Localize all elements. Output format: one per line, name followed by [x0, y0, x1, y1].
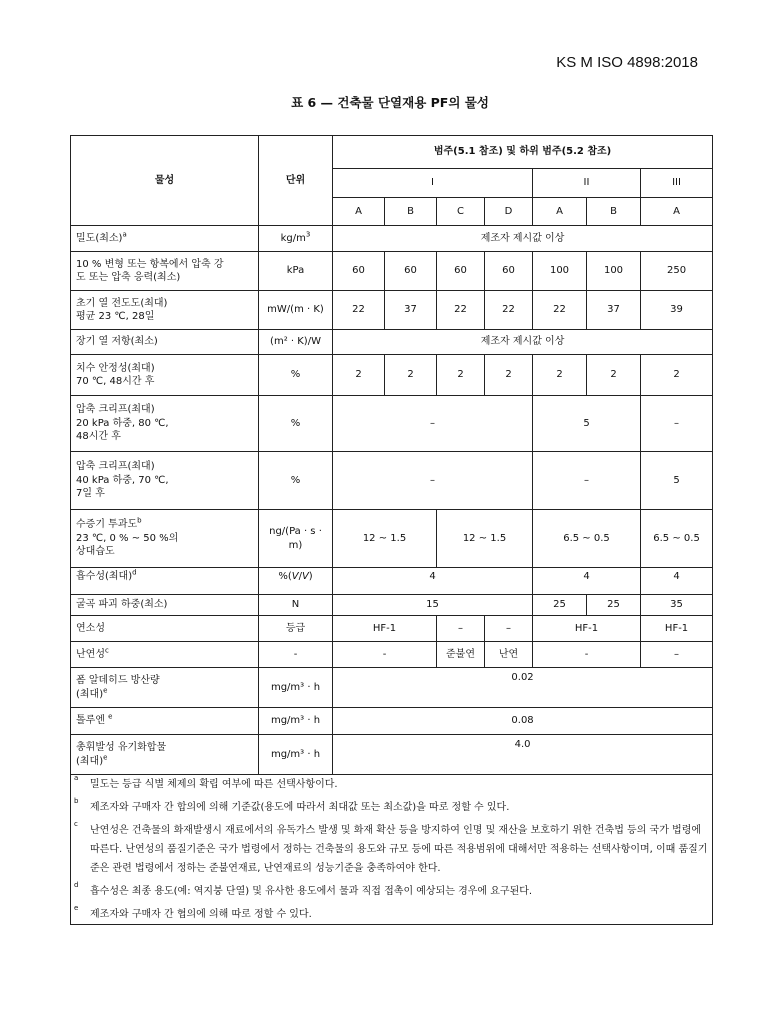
value-cell: 250: [641, 252, 713, 291]
footnotes: [71, 775, 713, 925]
property-label: 총휘발성 유기화합물 (최대)$^e$: [71, 735, 259, 775]
value-cell: –: [533, 452, 641, 510]
value-cell: 난연: [485, 642, 533, 668]
unit-cell: %(V/V): [259, 568, 333, 595]
value-cell: 22: [437, 291, 485, 330]
unit-cell: (m² · K)/W: [259, 330, 333, 355]
value-cell: HF-1: [533, 616, 641, 642]
property-label: 압축 크리프(최대) 20 kPa 하중, 80 ℃, 48시간 후: [71, 396, 259, 452]
value-cell: 2: [385, 355, 437, 396]
property-label: 폼 알데히드 방산량 (최대)$^e$: [71, 668, 259, 708]
property-label: 굴곡 파괴 하중(최소): [71, 595, 259, 616]
unit-cell: mg/m³ · h: [259, 708, 333, 735]
unit-cell: %: [259, 355, 333, 396]
property-label: 톨루엔 $^e$: [71, 708, 259, 735]
row-toluene: [71, 708, 713, 735]
sub-2b: B: [587, 198, 641, 226]
unit-cell: mg/m³ · h: [259, 735, 333, 775]
property-label: 흡수성(최대)$^d$: [71, 568, 259, 595]
value-cell: 2: [485, 355, 533, 396]
value-cell: 100: [533, 252, 587, 291]
unit-cell: -: [259, 642, 333, 668]
value-cell: 4.0: [333, 735, 713, 775]
sub-1b: B: [385, 198, 437, 226]
unit-cell: %: [259, 452, 333, 510]
footnote-e: e 제조자와 구매자 간 협의에 의해 따로 정할 수 있다.: [74, 904, 312, 920]
sub-2a: A: [533, 198, 587, 226]
value-cell: 0.08: [333, 708, 713, 735]
property-label: 장기 열 저항(최소): [71, 330, 259, 355]
sub-3a: A: [641, 198, 713, 226]
unit-cell: kPa: [259, 252, 333, 291]
row-water-vapour: [71, 510, 713, 568]
row-water-absorption: [71, 568, 713, 595]
value-cell: 4: [333, 568, 533, 595]
row-fire-retardancy: [71, 642, 713, 668]
unit-cell: N: [259, 595, 333, 616]
value-cell: –: [485, 616, 533, 642]
value-cell: 준불연: [437, 642, 485, 668]
unit-cell: mg/m³ · h: [259, 668, 333, 708]
value-cell: 5: [641, 452, 713, 510]
value-cell: 37: [385, 291, 437, 330]
value-cell: HF-1: [333, 616, 437, 642]
property-label: 10 % 변형 또는 항복에서 압축 강 도 또는 압축 응력(최소): [71, 252, 259, 291]
value-cell: 25: [587, 595, 641, 616]
value-cell: 4: [641, 568, 713, 595]
value-cell: 제조자 제시값 이상: [333, 330, 713, 355]
footnote-c: c 난연성은 건축물의 화재발생시 재료에서의 유독가스 발생 및 화재 확산 등을 방지하여 인명 및 재산을 보호하기 위한 건축법 등의 국가 법령에 따른다. 난연성의 품질기준은 국가 법령에서 정하는 건축물의 용도와 규모 등에 따른 적용범위에 대해서만 적용하는 선택사항이며, 이때 품질기준은 관련 법령에서 정하는 준불연재료, 난연재료의 성능기준을 충족하여야 한다.: [74, 820, 708, 874]
standard-number: KS M ISO 4898:2018: [556, 54, 698, 71]
value-cell: –: [437, 616, 485, 642]
property-label: 압축 크리프(최대) 40 kPa 하중, 70 ℃, 7일 후: [71, 452, 259, 510]
unit-cell: $kg/m^3$: [259, 226, 333, 252]
sub-1a: A: [333, 198, 385, 226]
value-cell: 37: [587, 291, 641, 330]
unit-cell: mW/(m · K): [259, 291, 333, 330]
sub-1d: D: [485, 198, 533, 226]
row-voc: [71, 735, 713, 775]
value-cell: –: [333, 396, 533, 452]
row-density: [71, 226, 713, 252]
property-label: 난연성$^c$: [71, 642, 259, 668]
table-title: 표 6 — 건축물 단열재용 PF의 물성: [291, 95, 489, 110]
row-creep-40kpa: [71, 452, 713, 510]
properties-table: [70, 135, 713, 925]
footnote-b: b 제조자와 구매자 간 합의에 의해 기준값(용도에 따라서 최대값 또는 최소값)을 따로 정할 수 있다.: [74, 797, 510, 813]
value-cell: -: [333, 642, 437, 668]
row-bending-load: [71, 595, 713, 616]
value-cell: 0.02: [333, 668, 713, 708]
value-cell: 4: [533, 568, 641, 595]
row-formaldehyde: [71, 668, 713, 708]
header-category: 범주(5.1 참조) 및 하위 범주(5.2 참조): [333, 136, 713, 169]
row-compressive-strength: [71, 252, 713, 291]
value-cell: HF-1: [641, 616, 713, 642]
group-3: III: [641, 169, 713, 198]
value-cell: 22: [333, 291, 385, 330]
value-cell: 39: [641, 291, 713, 330]
value-cell: 6.5 ~ 0.5: [641, 510, 713, 568]
row-thermal-resistance: [71, 330, 713, 355]
value-cell: 60: [333, 252, 385, 291]
value-cell: 60: [485, 252, 533, 291]
row-creep-20kpa: [71, 396, 713, 452]
footnote-a: a 밀도는 등급 식별 체제의 확립 여부에 따른 선택사항이다.: [74, 774, 338, 790]
value-cell: 35: [641, 595, 713, 616]
value-cell: –: [333, 452, 533, 510]
row-thermal-conductivity: [71, 291, 713, 330]
unit-cell: 등급: [259, 616, 333, 642]
value-cell: 5: [533, 396, 641, 452]
property-label: 초기 열 전도도(최대) 평균 23 ℃, 28일: [71, 291, 259, 330]
value-cell: 60: [385, 252, 437, 291]
value-cell: –: [641, 642, 713, 668]
value-cell: 12 ~ 1.5: [333, 510, 437, 568]
value-cell: 2: [533, 355, 587, 396]
value-cell: 2: [437, 355, 485, 396]
row-dimensional-stability: [71, 355, 713, 396]
property-label: 연소성: [71, 616, 259, 642]
value-cell: -: [533, 642, 641, 668]
value-cell: 제조자 제시값 이상: [333, 226, 713, 252]
value-cell: 15: [333, 595, 533, 616]
sub-1c: C: [437, 198, 485, 226]
row-flammability: [71, 616, 713, 642]
header-property: 물성: [71, 136, 259, 226]
value-cell: 22: [533, 291, 587, 330]
value-cell: 2: [587, 355, 641, 396]
property-label: 밀도(최소)$^a$: [71, 226, 259, 252]
footnotes-row: [71, 775, 713, 925]
unit-cell: ng/(Pa · s · m): [259, 510, 333, 568]
footnote-d: d 흡수성은 최종 용도(예: 역지붕 단열) 및 유사한 용도에서 물과 직접 접촉이 예상되는 경우에 요구된다.: [74, 881, 533, 897]
value-cell: 12 ~ 1.5: [437, 510, 533, 568]
property-label: 수증기 투과도$^b$ 23 ℃, 0 % ~ 50 %의 상대습도: [71, 510, 259, 568]
group-2: II: [533, 169, 641, 198]
value-cell: 100: [587, 252, 641, 291]
value-cell: 22: [485, 291, 533, 330]
property-label: 치수 안정성(최대) 70 ℃, 48시간 후: [71, 355, 259, 396]
value-cell: 60: [437, 252, 485, 291]
value-cell: 2: [333, 355, 385, 396]
value-cell: 6.5 ~ 0.5: [533, 510, 641, 568]
unit-cell: %: [259, 396, 333, 452]
group-1: I: [333, 169, 533, 198]
value-cell: 25: [533, 595, 587, 616]
value-cell: –: [641, 396, 713, 452]
header-unit: 단위: [259, 136, 333, 226]
value-cell: 2: [641, 355, 713, 396]
